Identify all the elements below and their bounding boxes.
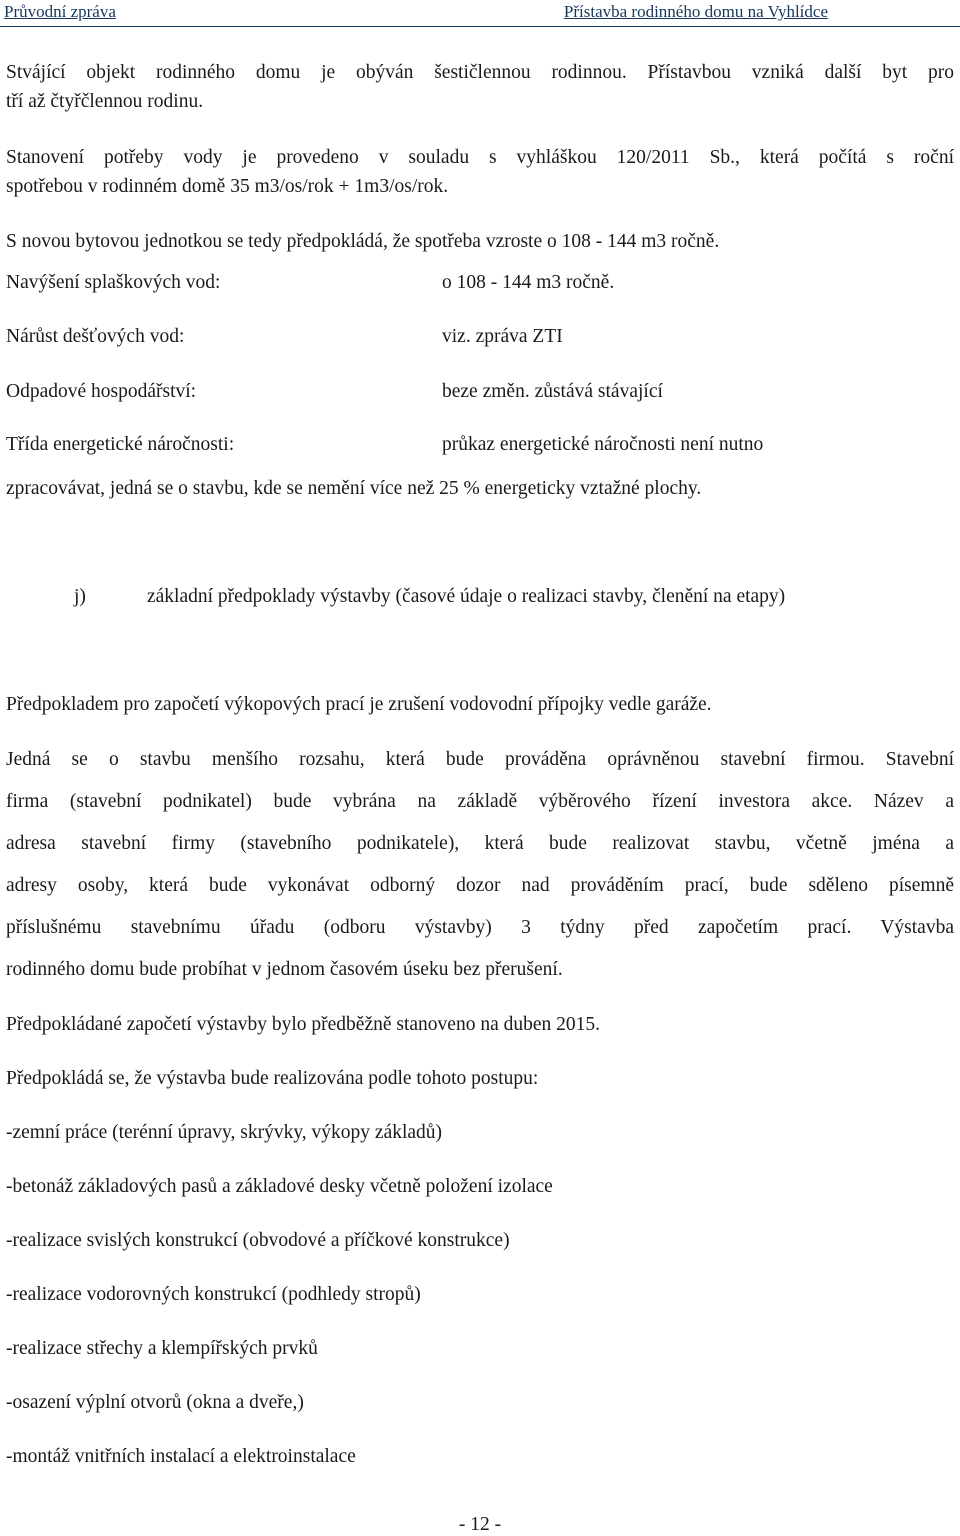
- page-header: [0, 0, 960, 30]
- info-row-wastewater: [6, 270, 954, 296]
- body-paragraph-contractor-line-6: rodinného domu bude probíhat v jednom časovém úseku bez přerušení.: [6, 959, 563, 980]
- body-paragraph-contractor-line-1: Jedná se o stavbu menšího rozsahu, která bude prováděna oprávněnou stavební firmou. Stavební: [6, 749, 954, 770]
- body-paragraph-contractor-line-5: příslušnému stavebnímu úřadu (odboru výstavby) 3 týdny před započetím prací. Výstavba: [6, 917, 954, 938]
- step-list-item: -realizace střechy a klempířských prvků: [6, 1338, 318, 1359]
- info-label: Navýšení splaškových vod:: [6, 272, 221, 293]
- info-label: Třída energetické náročnosti:: [6, 434, 235, 455]
- header-project-title: Přístavba rodinného domu na Vyhlídce: [563, 2, 828, 21]
- info-row-waste-management: [6, 379, 954, 405]
- body-paragraph-procedure-intro: Předpokládá se, že výstavba bude realizována podle tohoto postupu:: [6, 1068, 539, 1089]
- info-value: průkaz energetické náročnosti není nutno: [442, 434, 764, 455]
- step-list-item: -montáž vnitřních instalací a elektroinstalace: [6, 1446, 356, 1467]
- info-label: Odpadové hospodářství:: [6, 381, 197, 402]
- intro-paragraph-2-line-1: Stanovení potřeby vody je provedeno v souladu s vyhláškou 120/2011 Sb., která počítá s roční: [6, 147, 954, 168]
- step-list-item: -zemní práce (terénní úpravy, skrývky, výkopy základů): [6, 1122, 443, 1143]
- body-paragraph-start-date: Předpokládané započetí výstavby bylo předběžně stanoveno na duben 2015.: [6, 1014, 601, 1035]
- body-paragraph-contractor-line-4: adresy osoby, která bude vykonávat odborný dozor nad prováděním prací, bude sděleno písemně: [6, 875, 954, 896]
- intro-paragraph-1-line-2: tří až čtyřčlennou rodinu.: [6, 91, 204, 112]
- body-paragraph-excavation: Předpokladem pro započetí výkopových prací je zrušení vodovodní přípojky vedle garáže.: [6, 694, 712, 715]
- info-value: viz. zpráva ZTI: [442, 326, 563, 347]
- step-list-item: -realizace svislých konstrukcí (obvodové a příčkové konstrukce): [6, 1230, 510, 1251]
- intro-paragraph-3: S novou bytovou jednotkou se tedy předpokládá, že spotřeba vzroste o 108 - 144 m3 ročně.: [6, 231, 720, 252]
- info-row-rainwater: [6, 324, 954, 350]
- info-row-energy-class: [6, 432, 954, 458]
- info-label: Nárůst dešťových vod:: [6, 326, 185, 347]
- header-document-type: Průvodní zpráva: [4, 2, 116, 21]
- intro-paragraph-1-line-1: Stvájící objekt rodinného domu je obýván šestičlennou rodinnou. Přístavbou vzniká další byt pro: [6, 62, 954, 83]
- step-list-item: -betonáž základových pasů a základové desky včetně položení izolace: [6, 1176, 553, 1197]
- section-marker: j): [74, 586, 86, 607]
- header-rule: [0, 26, 960, 27]
- section-heading-j: [0, 584, 960, 610]
- step-list-item: -realizace vodorovných konstrukcí (podhledy stropů): [6, 1284, 421, 1305]
- body-paragraph-contractor-line-2: firma (stavební podnikatel) bude vybrána na základě výběrového řízení investora akce. Název a: [6, 791, 954, 812]
- section-title: základní předpoklady výstavby (časové údaje o realizaci stavby, členění na etapy): [147, 586, 786, 607]
- page-number: - 12 -: [458, 1514, 502, 1535]
- step-list-item: -osazení výplní otvorů (okna a dveře,): [6, 1392, 304, 1413]
- body-paragraph-contractor-line-3: adresa stavební firmy (stavebního podnikatele), která bude realizovat stavbu, včetně jména a: [6, 833, 954, 854]
- info-value: beze změn. zůstává stávající: [442, 381, 663, 402]
- intro-paragraph-2-line-2: spotřebou v rodinném domě 35 m3/os/rok + 1m3/os/rok.: [6, 176, 449, 197]
- info-value: o 108 - 144 m3 ročně.: [442, 272, 615, 293]
- energy-class-continuation: zpracovávat, jedná se o stavbu, kde se nemění více než 25 % energeticky vztažné plochy.: [6, 478, 702, 499]
